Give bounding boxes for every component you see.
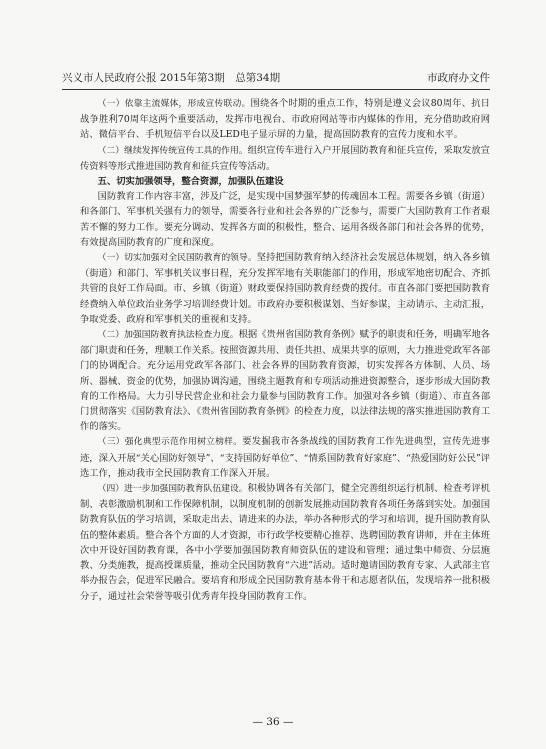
paragraph-6 — [80, 434, 490, 481]
paragraph-1 — [80, 96, 490, 143]
paragraph-2-lead: （二）继续发挥传统宣传工具的作用。 — [97, 145, 248, 156]
paragraph-6-lead: （三）强化典型示范作用树立榜样。 — [97, 437, 243, 448]
paragraph-7-lead: （四）进一步加强国防教育队伍建设。 — [97, 484, 248, 495]
paragraph-4-text: 坚持把国防教育纳入经济社会发展总体规划，纳入各乡镇（街道）和部门、军事机关议事日程，充分发挥军地有关职能部门的作用，形成军地密切配合、齐抓共管的良好工作局面。市、乡镇（街道）财政要保持国防教育经费的拨付。市直各部门要把国防教育经费纳入单位政治业务学习培训经费计划。市政府办要积极谋划、当好参谋，主动请示、主动汇报，争取党委、政府和军事机关的重视和支持。 — [80, 252, 490, 325]
paragraph-7 — [80, 481, 490, 604]
paragraph-2 — [80, 143, 490, 174]
paragraph-5-text: 根据《贵州省国防教育条例》赋予的职责和任务，明确军地各部门职责和任务，理顺工作关系。按照资源共用、责任共担、成果共享的原则，大力推进党政军各部门的协调配合。充分运用党政军各部门、社会各界的国防教育资源，切实发挥各方体制、人员、场所、器械、资金的优势，加强协调沟通，围绕主题教育和专项活动推进资源整合，逐步形成大国防教育的工作格局。大力引导民营企业和社会力量参与国防教育工作。加强对各乡镇（街道）、市直各部门贯彻落实《国防教育法》、《贵州省国防教育条例》的检查力度，以法律法规的落实推进国防教育工作的落实。 — [80, 329, 490, 433]
publication-header: 兴义市人民政府公报 2015年第3期 总第34期 — [62, 72, 281, 84]
paragraph-6-text: 要发掘我市各条战线的国防教育工作先进典型，宣传先进事迹，深入开展“关心国防好领导”、“支持国防好单位”、“情系国防教育好家庭”、“热爱国防好公民”评选工作，推动我市全民国防教育工作深入开展。 — [80, 436, 490, 479]
paragraph-5-lead: （二）加强国防教育执法检查力度。 — [97, 330, 239, 341]
paragraph-1-text: 围绕各个时期的重点工作，特别是遵义会议80周年、抗日战争胜利70周年这两个重要活动，发挥市电视台、市政府网站等市内媒体的作用，充分借助政府网站、微信平台、手机短信平台以及LED电子显示屏的力量，提高国防教育的宣传力度和水平。 — [80, 98, 490, 141]
paragraph-2-text: 组织宣传车进行入户开展国防教育和征兵宣传，采取发放宣传资料等形式推进国防教育和征兵宣传等活动。 — [80, 144, 490, 172]
document-body — [80, 96, 490, 604]
paragraph-3: 国防教育工作内容丰富，涉及广泛，是实现中国梦强军梦的传魂固本工程。需要各乡镇（街道）和各部门、军事机关强有力的领导，需要各行业和社会各界的广泛参与，需要广大国防教育工作者艰苦不懈的努力工作。要充分调动、发挥各方面的积极性，整合、运用各级各部门和社会各界的优势，有效提高国防教育的广度和深度。 — [80, 191, 490, 248]
page-header — [62, 70, 490, 86]
header-rule — [62, 89, 490, 90]
paragraph-7-text: 积极协调各有关部门，健全完善组织运行机制、检查考评机制、表彰激励机制和工作保障机制，以制度机制的创新发展推动国防教育各项任务落到实处。加强国防教育队伍的学习培训，采取走出去、请进来的办法，举办各种形式的学习和培训，提升国防教育队伍的整体素质。整合各个方面的人才资源，市行政学校要精心推荐、选聘国防教育讲师，并在主体班次中开设好国防教育课，各中小学要加强国防教育师资队伍的建设和管理；通过集中师资、分层施教、分类施教，提高授课质量，推动全民国防教育“六进”活动。适时邀请国防教育专家、人武部主官举办报告会，促进军民融合。要培育和形成全民国防教育基本骨干和志愿者队伍，发现培养一批积极分子，通过社会荣誉等吸引优秀青年投身国防教育工作。 — [80, 483, 490, 602]
paragraph-1-lead: （一）依靠主流媒体，形成宣传联动。 — [97, 99, 251, 109]
section-title: 五、切实加强领导，整合资源，加强队伍建设 — [97, 176, 284, 188]
section-header: 市政府办文件 — [427, 72, 490, 84]
paragraph-4 — [80, 250, 490, 327]
paragraph-4-lead: （一）切实加强对全民国防教育的领导。 — [97, 253, 257, 264]
page-number: — 36 — — [252, 716, 294, 728]
paragraph-5 — [80, 327, 490, 434]
